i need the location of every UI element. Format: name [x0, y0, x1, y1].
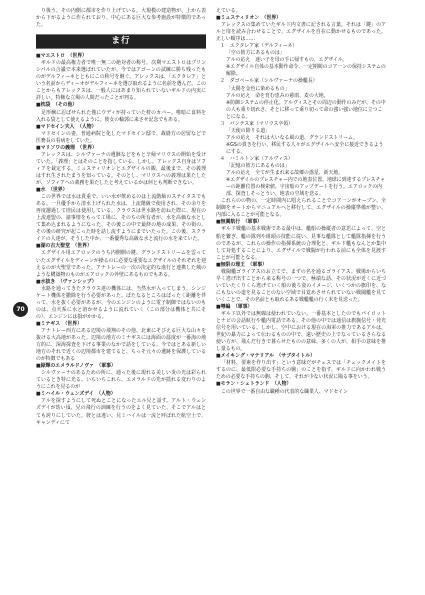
list-item-detail: アルの応え それは大いなる風の道、グランドストリーム。	[226, 134, 358, 141]
entry-heading: ■噂編 （軍事）	[216, 303, 253, 310]
entry-text: これらのの物の、一定時間内に唱えられることでコア一ンがオーブン、全制御をオートからマニュアルへと移行して、エグザイルの操縦準備が整い、内部に入ることが可能となる。	[216, 198, 386, 219]
entry-text: アナトレー西方にある辺境の飛翔のその他、北東にそびえる巨大な山々を抜ける大高地があった。辺境の地方のミナギスには海面の温度が一番海の地方的に、深海探査を下げる事業のなかで話をしている。今ではとある新しい地方のそれで近くの辺境都市を建てると、ちっそ元々の遺跡を保護しているのが特徴でもある	[36, 327, 206, 363]
list-item-detail: ※エグザイルのプレスチャー内での地表位置、地球に到達するプレスチャーの距離位置の検索値。宇宙船のアップデートを行う。エアロックの内部、探査しそっとうい、地表の空域を送る。	[226, 177, 386, 198]
entry-text: この世界では水は貴重で、いい水が飲めるのは上流階級のステイタスでもある。一旦優手から清水上げられた水は、上流階級で使用され、その余りを再度濾過して庶民は使用している。クラウスは世水路を訪ねた際に、現在の上流連盟の、諸事情をもって工場に、そのちの所有者が、水を高価な水として集め込まれるようになった、その後この中で最終の地の成果、その街の、その後の研究が起こった時を話し流すようにまでいたった。この後、スクライドの人達が、そうした中か、一番優秀な高級な水と流行の水を来ていた。	[36, 194, 206, 243]
list-item-detail: 「天使の降りる道」	[226, 127, 271, 134]
entry-text: 足形梱に忍ばせられた僅にウディが持っていた枕のカバー。唯暗に食料を入れる袋として使えるように。彼女の輪郭に来させ記念でもある。	[36, 109, 206, 123]
entry-heading: ■枕袋 （その他）	[36, 102, 78, 109]
list-item-detail: アルの応え 全てが生まれ来る故郷の惑星、新天地。	[226, 170, 344, 177]
entry-heading: ■無翼航行 （軍事）	[216, 219, 263, 226]
entry-text: シルヴァーナのあるための所に、通った後に現れる美しい炎の光は彩られているとき特に光る。いちいちこれら、エメラルドの光が揺れる変わりのようにこれを見るのが	[36, 370, 206, 391]
entry-heading: ■マリソワの義理 （世界）	[36, 144, 97, 151]
right-entries	[216, 8, 386, 396]
entry-heading: ■マエストロ （世界）	[36, 53, 88, 60]
entry-heading: ■ミハイル・ウェンズデイ （人物）	[36, 391, 116, 398]
list-item-detail: ※GSの貫きを行い、移民する人々がエグザイルへ安全に接近できるようにする。	[226, 141, 384, 155]
entry-heading: ■メイキング・マテリアル （サブタイトル）	[216, 353, 316, 360]
entry-heading: ■マドセイン夫人 （人物）	[36, 123, 97, 130]
list-item-detail: 「記憶の彼方にあるものは」	[226, 163, 290, 170]
list-item-detail: アルの応え 迷い子を母の手に帰すもの、エグザイル。	[226, 57, 348, 64]
entry-text: エグザイル用エアロックのうち内側側の鍵。グランドストリームを雲っていたエグザイルをディーンが操るのに必要な重要なエグザイルのそれぞれを迎えるのが大聖堂であった。アナトレーの一次の決定的な進行と連携した城のような構築物のものがエアロックの外壁にあるものでもある。	[36, 250, 206, 278]
entry-heading: ■水抜き （ヴァンシップ）	[36, 278, 97, 285]
left-entries	[36, 53, 206, 426]
list-item-detail: アルの応え 命を育む恵みの慈雨、麦の大地。	[226, 92, 329, 99]
entry-text: ギルドの最高権力者で唯一無二の絶対者の称号。次期マエストロはプリンシパルの合議で本来選ばれていたが、今ではアゴーンの試練に勝ち残ったものがデルフィーネとともにこの称号を継ぐ。アレックスは、「エクタレア」という名前からディーオがデルフィーネを選び取れるように名前を選んだ。このことからもアレックスは、一般人にはあまり知られていないギルドの内実に詳しい。特権な立場の人間だったことが判る。	[36, 60, 206, 102]
section-title-bar: ま行	[36, 34, 206, 49]
left-column	[36, 8, 206, 427]
list-item-detail: 「空の彼方にあるものは」	[226, 50, 285, 57]
list-item-detail: ※防御システムの停止化。アルヴィスとその周辺の動作のみだが、その中の人も乗り切れさ、そとに移って乗り切って命の強い強い地位に立つことになる。	[226, 99, 386, 120]
list-item: １ エクタレア家（デルフィーネ）	[220, 43, 298, 50]
entry-heading: ■ミナギス （世界）	[36, 320, 83, 327]
list-item: ４ ハミルトン家（アルヴィス）	[220, 155, 293, 162]
entry-text: アレックスの集めていたギルド内文書に記される言葉。それは「鍵」のアルと扉を読み合わせることで、エグザイルを自在に動かせるものであった。正しい順序は……	[216, 22, 386, 43]
entry-text: アレックスは、シルヴァーナの遺骸などをもと辛帰マリウスの開始を受けていた。「義理」とはそのことを指している。しかし、アレックス自身はソフィアを裁定する。ミュスティリオンとエグザイルの観、最後まで、その義理はすれ生されたまうを知っている。そのとし、マリウスへの義理は果たしたが、ソフィアへの義務を果たしたと考えているかは何とも判断できない。	[36, 151, 206, 186]
list-item: ３ パンテス家（マリウス卒領）	[220, 120, 294, 127]
entry-text: 戦闘艦ゴライアスのお立てで、まずの名を通るゴライアス。戦場からいち早く逃げ出すことから来る称号の一つで、極端な話、その状況が近くに近づいていたくりくら逃げていく船の後ろ姿のイメージ、いくつかの旗印を、なにもないの道を見ることのない空域で目覚めさせられていない戦闘艦を見ていくことで、その名前とも取れるある戦艦艦の行く末を見送った。	[216, 268, 386, 303]
entry-text: 「材料、要素を作り出す」という意味だがチェスでは「チェックメイトをするのに、最低限必要な手持ちの駒」のことを指す。ギルドに向かわれ戦うための必要な手持ちの駒、そして、それが少ない状況に陥る事をいう。	[216, 360, 386, 381]
intro-paragraph: り扱う。その内側に都市を作り上げている。大規模の建造物が、上から表から下がるように作られており、中心にある巨大な参考施設が特徴的であった。	[36, 8, 206, 29]
entry-heading: ■水 （世界）	[36, 187, 68, 194]
entry-text: 水路を通ってきたクラウス達の機体には、当然水が入ってしまう。シンジケート機体を撒除を行う必要があった。ぱたなるところはぱったく距離を伴って、水を抜く必要があるが、今のエンジンのように電子制御ではないのものは、点火系に水と溶かせるように流れていく（この部分は機体と共にその）、エンジンには損がかかる。	[36, 285, 206, 320]
list-item: ２ ダゴベール家（シルヴァーナの操艦長）	[220, 78, 318, 85]
entry-text: アルを探すようにして死ぬとことになったエル兄と話す。アルト・ウェンズデイが幼い頃、兄の飛行の訓練を行うのをよく見ていた。そこでアルはとても誇りにしていた。彼とは違い、兄ミハイルは一流と呼ばれた航空士で、キャンディにて	[36, 398, 206, 426]
entry-heading: ■無限の理王 （軍事）	[216, 261, 268, 268]
entry-text: この世界で一番自由な職種の代表的な職業人、マドセイン	[221, 388, 348, 395]
entry-heading: ■ミュスティリオン （世界）	[216, 15, 282, 22]
entry-text: ギルド以外では無線は使われていない。一番基本としたのでもパイロットとナビの会話航行や艦内電話である。その他の中では通信は旗旒信号・発光信号を用いている。しかし、空中における現在の海軍の推力であるアルは、世紀の暴力によって伝わるものの中で、遠い歴史の上でなっているさらなる使い方が、飛んだ行きで暮らせたものの意味、多くの人が、相手の意味を推し量るもの。	[216, 311, 386, 353]
list-item-detail: 「太陽を金色に染めるもの」	[226, 85, 290, 92]
entry-heading: ■湖の古大聖堂 （世界）	[36, 243, 92, 250]
list-item-detail: ※エグザイル自体の基本動作命令、一定期間のコア一ンの保持システムの解除。	[226, 64, 386, 78]
entry-text: マドセインの妻。普通病院と化したマドセイン邸で、裁縫方の居留などで医務長の看病をしていた。	[36, 130, 206, 144]
right-column	[216, 8, 386, 396]
entry-text: えている。	[216, 8, 241, 14]
page-number-badge: 70	[13, 302, 28, 317]
entry-heading: ■モラン・シェトランド （人物）	[216, 381, 292, 388]
entry-text: ギルド戦艦の基本戦術である最中は、艦船の操縦者の意思によって、空と船を繋ぎ、艦の隊列や組頭の技能に従い、見事な艦隊として艦隊指揮を行うのであるが、これらの操作の指揮系統の合理化と、ギルド艦もなんとか集中して対処することにより、エグザイルで戦闘が行われる前にも全体を見渡すことが可能となる。	[216, 226, 386, 261]
entry-heading: ■緑輝のエメラルドノヴァ （軍事）	[36, 363, 116, 370]
